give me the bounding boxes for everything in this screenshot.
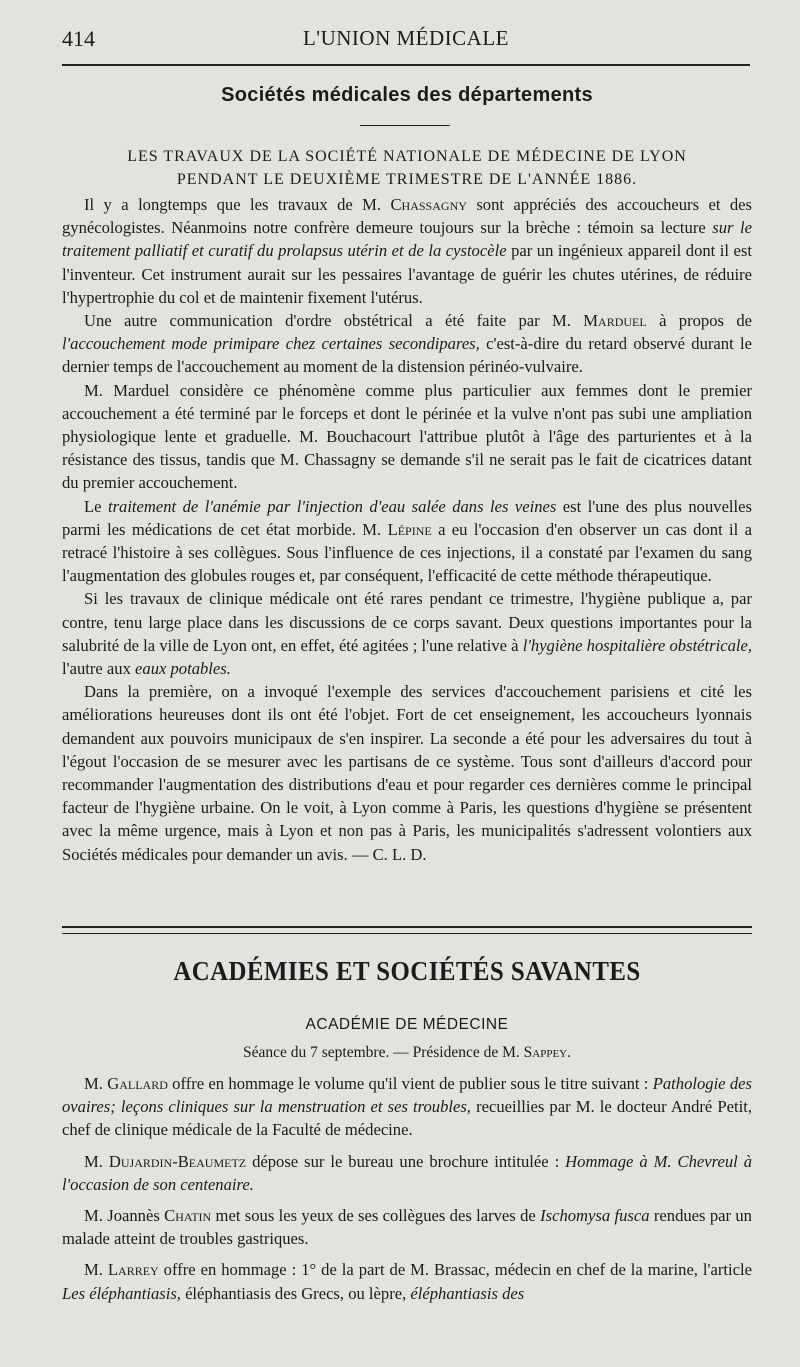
article-body [62, 193, 752, 866]
seance-line: Séance du 7 septembre. — Présidence de M. Sappey. [243, 1044, 571, 1061]
article-heading [62, 145, 752, 191]
short-rule [360, 125, 450, 126]
journal-title: L'UNION MÉDICALE [302, 26, 509, 50]
paragraph-2: Une autre communication d'ordre obstétrical a été faite par M. Marduel à propos de l'accouchement mode primipare chez certaines secondipares, c'est-à-dire du retard observé durant le dernier temps de l'accouchement au moment de la distension périnéo-vulvaire. [62, 311, 752, 377]
page-number: 414 [62, 26, 95, 51]
academie-subtitle: ACADÉMIE DE MÉDECINE [305, 1016, 509, 1033]
paragraph-5: Si les travaux de clinique médicale ont été rares pendant ce trimestre, l'hygiène publique a, par contre, tenu large place dans les discussions de ce corps savant. Deux questions importantes pour la salubrité de la ville de Lyon ont, en effet, été agitées ; l'une relative à l'hygiène hospitalière obstétricale, l'autre aux eaux potables. [62, 589, 753, 679]
paragraph-6: Dans la première, on a invoqué l'exemple des services d'accouchement parisiens et cité les améliorations heureuses dont ils ont été l'objet. Fort de cet enseignement, les accoucheurs lyonnais demandent aux pouvoirs municipaux de s'en inspirer. La seconde a été pour les adversaires du tout à l'égout l'occasion de se mesurer avec les partisans de ce système. Tous sont d'ailleurs d'accord pour recommander l'augmentation des distributions d'eau et pour regarder ces dernières comme le principal facteur de l'hygiène urbaine. On le voit, à Lyon comme à Paris, les questions d'hygiène se présentent avec la même urgence, mais à Lyon et non pas à Paris, les municipalités s'adressent volontiers aux Sociétés médicales pour demander un avis. — C. L. D. [62, 682, 752, 864]
paragraph-3: M. Marduel considère ce phénomène comme plus particulier aux femmes dont le premier accouchement a été terminé par le forceps et dont le périnée et la vulve n'ont pas subi une ampliation physiologique lente et graduelle. M. Bouchacourt l'attribue plutôt à l'âge des parturientes et à la résistance des tissus, tandis que M. Chassagny se demande s'il ne serait pas le fait de cicatrices datant du premier accouchement. [62, 380, 752, 493]
article-heading-line-1: LES TRAVAUX DE LA SOCIÉTÉ NATIONALE DE MÉDECINE DE LYON [127, 148, 687, 165]
article-heading-line-2: PENDANT LE DEUXIÈME TRIMESTRE DE L'ANNÉE 1886. [176, 171, 638, 188]
section-title: Sociétés médicales des départements [221, 84, 593, 106]
section-divider [62, 926, 752, 934]
academie-paragraph-2: M. Dujardin-Beaumetz dépose sur le bureau une brochure intitulée : Hommage à M. Chevreul à l'occasion de son centenaire. [62, 1151, 752, 1194]
academie-paragraph-3: M. Joannès Chatin met sous les yeux de ses collègues des larves de Ischomysa fusca rendues par un malade atteint de troubles gastriques. [62, 1206, 752, 1249]
academies-title: ACADÉMIES ET SOCIÉTÉS SAVANTES [173, 956, 641, 986]
running-head [62, 22, 750, 52]
paragraph-4: Le traitement de l'anémie par l'injection d'eau salée dans les veines est l'une des plus nouvelles parmi les médications de cet état morbide. M. Lépine a eu l'occasion d'en observer un cas dont il a retracé l'histoire à ses collègues. Sous l'influence de ces injections, il a constaté par l'examen du sang l'augmentation des globules rouges et, par conséquent, l'efficacité de cette méthode thérapeutique. [62, 496, 752, 586]
academie-paragraph-4: M. Larrey offre en hommage : 1° de la part de M. Brassac, médecin en chef de la marine, l'article Les éléphantiasis, éléphantiasis des Grecs, ou lèpre, éléphantiasis des [62, 1260, 752, 1303]
academie-paragraph-1: M. Gallard offre en hommage le volume qu'il vient de publier sous le titre suivant : Pathologie des ovaires; leçons cliniques sur la menstruation et ses troubles, recueillies par M. le docteur André Petit, chef de clinique médicale de la Faculté de médecine. [62, 1074, 752, 1140]
paragraph-1: Il y a longtemps que les travaux de M. Chassagny sont appréciés des accoucheurs et des gynécologistes. Néanmoins notre confrère demeure toujours sur la brèche : témoin sa lecture sur le traitement palliatif et curatif du prolapsus utérin et de la cystocèle par un ingénieux appareil dont il est l'inventeur. Cet instrument aurait sur les pessaires l'avantage de guérir les chutes utérines, de réduire l'hypertrophie du col et de maintenir fixement l'utérus. [62, 195, 752, 307]
header-rule [62, 64, 750, 66]
academie-body [62, 1072, 752, 1305]
